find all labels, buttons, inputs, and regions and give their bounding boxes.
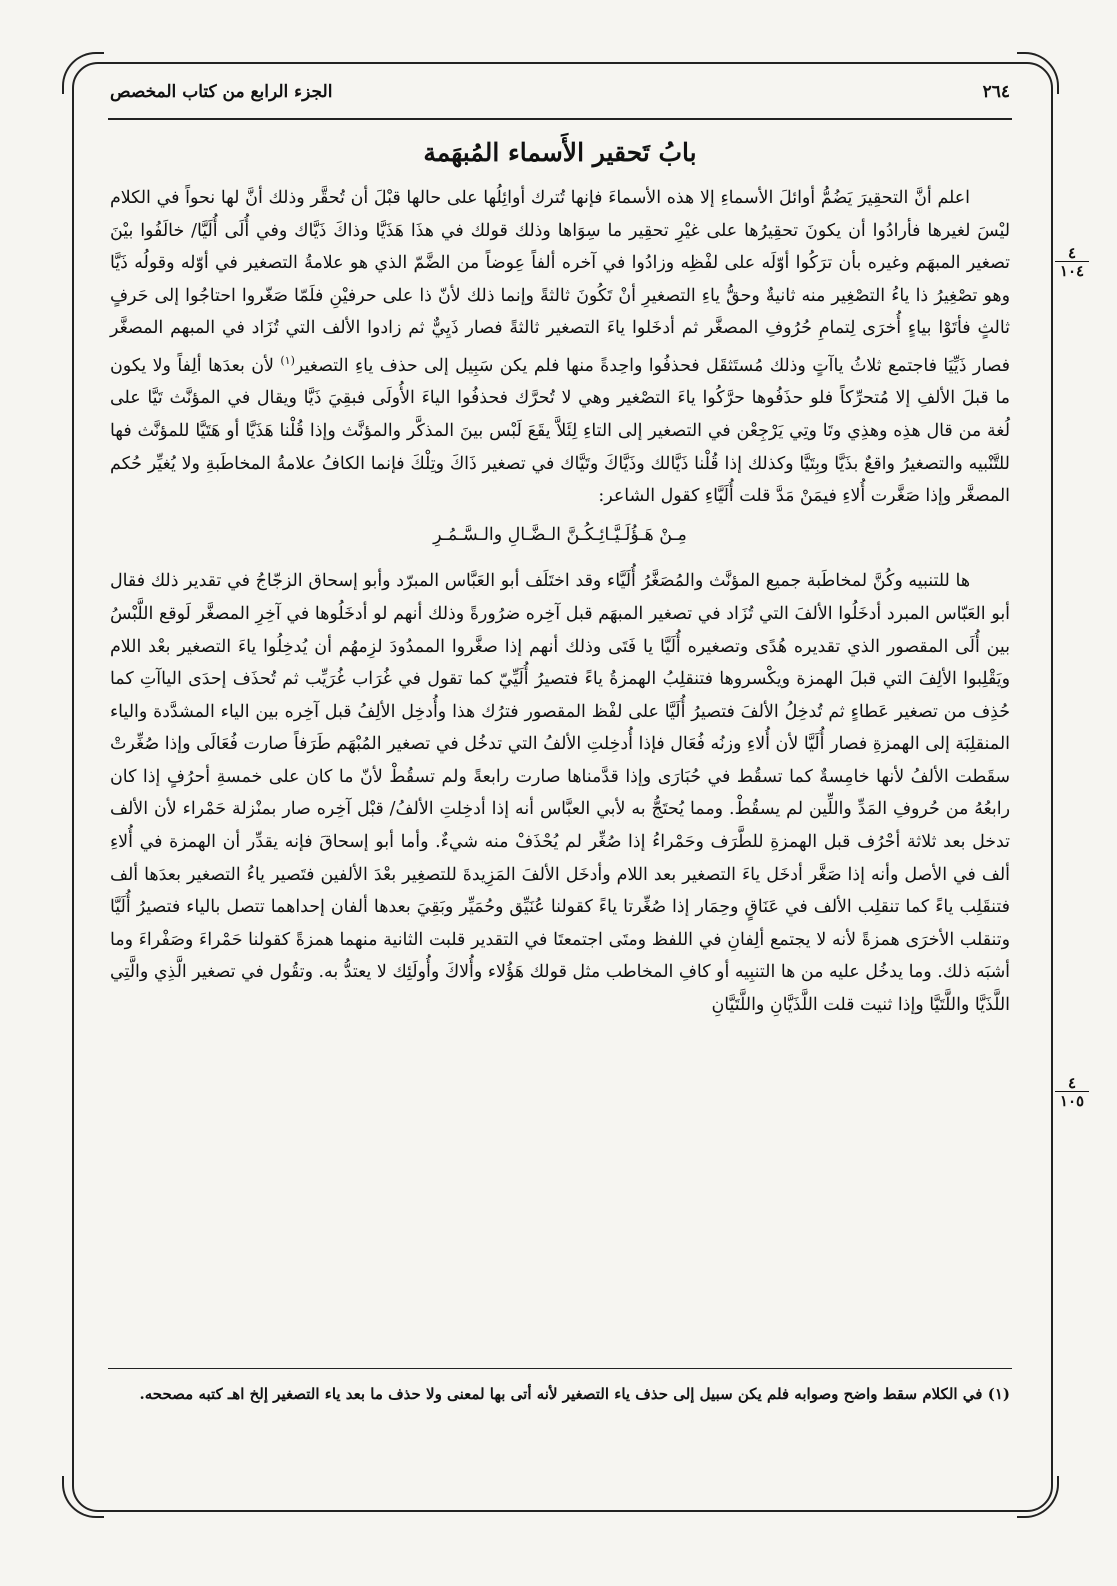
border-ornament-top-right xyxy=(1017,52,1059,94)
paragraph: اعلم أنَّ التحقِيرَ يَضُمُّ أوائلَ الأسماءِ إلا هذه الأسماءَ فإنها تُترك أوائِلُها على حالها قبْلَ أن تُحقَّر وذلك أنَّ لها نحواً في الكلام ليْسَ لغيرها فأرادُوا أن يكونَ تحقِيرُها على غيْرِ تحقِير ما سِوَاها وذلك قولك في هذَا هَذَيَّا وذاكَ ذَيَّاك وفي أُلَى أُلَيَّا/ خالَفُوا بيْنَ تصغير المبهَم وغيره بأن ترَكُوا أوّلَه على لفْظِه وزادُوا في آخره ألفاً عِوضاً من الضَّمّ الذي هو علامةُ التصغير في أوّله وقولُه ذَيَّا وهو تصْغِيرُ ذا ياءُ التصْغِير منه ثانيةٌ وحقُّ ياءِ التصغيرِ أنْ تَكُونَ ثالثةً وإنما ذلك لأنّ ذا على حرفيْنِ فلَمّا صَغّروا احتاجُوا إلى حَرفٍ ثالثٍ فأتَوْا بياءٍ أُخرَى لِتمامِ حُرُوفِ المصغَّر ثم أدخَلوا ياءَ التصغير ثالثةً فصار ذَيِيٌّ ثم زادوا الألف التي تُزَاد في المبهم المصغَّر فصار ذَيِّيَا فاجتمع ثلاثُ ياآتٍ وذلك مُستَثقَل فحذفُوا واحِدةً منها فلم يكن سَبِيل إلى حذف ياءِ التصغير$^{(١)}$ لأن بعدَها ألِفاً ولا يكون ما قبلَ الألفِ إلا مُتحرِّكاً فلو حذَفُوها حرَّكُوا ياءَ التصْغير وهي لا تُحرَّك فحذفُوا الياءَ الأُولَى فبقِيَ ذَيَّا ويقال في المؤنَّث تَيَّا على لُغة من قال هذِه وهذِي وتَا وتِي يَرْجِعْن في التصغير إلى التاءِ لِئَلاَّ يقَعَ لَبْس بينَ المذكَّر والمؤنَّث وإذا قُلْنا هَذَيَّا أو هَتَيَّا للمؤنَّث فها للتَّنْبيه والتصغيرُ واقعٌ بذَيَّا وبِتَيَّا وكذلك إذا قُلْنا ذَيَّالك وذَيَّاكَ وتَيَّاك في تصغير ذَاكَ وتِلْكَ فإنما الكافُ علامةُ المخاطَبةِ ولا يُغيِّر حُكم المصغَّر وإذا صَغَّرت أُلاءِ فيمَنْ مَدَّ قلت أُلَيَّاءِ كقول الشاعر: xyxy=(110,188,1010,507)
running-header xyxy=(110,75,1010,109)
main-text xyxy=(110,182,1010,1022)
border-ornament-bottom-right xyxy=(1017,1476,1059,1518)
footnote-divider xyxy=(108,1368,1012,1369)
book-title: الجزء الرابع من كتاب المخصص xyxy=(110,82,333,102)
verse-line: مِـنْ هَـؤُلَـيَّـائِـكُـنَّ الـضَّـالِ والـسَّـمُـرِ xyxy=(433,524,687,545)
paragraph: ها للتنبيه وكُنَّ لمخاطَبة جميع المؤنَّث والمُصَغَّرُ أُلَيَّاء وقد اختَلَف أبو العَبَّاس المبرّد وأبو إسحاق الزجّاجُ في تقدير ذلك فقال أبو العَبّاس المبرد أدخَلُوا الألفَ التي تُزَاد في تصغير المبهَم قبل آخِره ضرُورةً وذلك أنهم لو أدخَلُوها في آخِرِ المصغَّر لَوقع اللَّبْسُ بين أُلَى المقصور الذي تقديره هُدًى وتصغيره أُلَيَّا يا فَتَى وذلك أنهم إذا صغَّروا الممدُودَ لزِمهُم أن يُدخِلُوا ياءَ التصغير بعْد اللام ويَقْلِبوا الألِفَ التي قبلَ الهمزة ويكْسروها فتنقلِبُ الهمزةُ ياءً فتصيرُ أُلَيِّيّ كما تقول في غُرَاب غُرَيِّب ثم تُحذَف إحدَى الياآتِ كما حُذِف من تصغير عَطاءٍ ثم تُدخِلُ الألفَ فتصيرُ أُلَيَّا على لفْظ المقصور فترُك هذا وأُدخِل الألِفُ قبل آخِره بين الياء المشدَّدة والياء المنقلِبَة إلى الهمزةِ فصار أُلَيَّا لأن أُلاءِ وزنُه فُعَال فإذا أُدخِلتِ الألفُ التي تدخُل في تصغير المُبْهَم طَرَفاً صارت فُعَالَى وإذا صُغِّرتْ سقَطت الألفُ لأنها خامِسةٌ كما تسقُط في حُبَارَى وإذا قدَّمناها صارت رابعةً ولم تسقُطْ لأنّ ما كان على خمسةِ أحرُفٍ إذا كان رابعُهُ من حُروفِ المَدِّ واللِّين لم يسقُطْ. ومما يُحتَجُّ به لأبي العبَّاس أنه إذا أدخِلتِ الألفُ/ قبْل آخِره صار بمنْزلة حَمْراء لأن الألف تدخل بعد ثلاثة أحْرُف قبل الهمزةِ للطَّرَف وحَمْراءُ إذا صُغِّر لم يُحْذَفْ منه شيءٌ. وأما أبو إسحاقَ فإنه يقدِّر أن الهمزة في أُلاءِ ألف في الأصل وأنه إذا صَغَّر أدخَل ياءَ التصغير بعد اللام وأدخَل الألفَ المَزِيدةَ للتصغِير بعْدَ الألفين فتَصير ياءُ التصغير بعدَها ألف فتنقَلِب ياءً كما تنقلِب الألف في عَنَاقٍ وحِمَار إذا صُغِّرتا ياءً كقولنا عُنَيِّق وحُمَيِّر وبَقِيَ بعدها ألفان إحداهما تتصل بالياء فتصيرُ أُلَيَّا وتنقلب الأخرَى همزةً لأنه لا يجتمع ألِفانِ في اللفظ ومتَى اجتمعتَا في التقدير قلبت الثانية منهما همزةً كقولنا حَمْراءَ وصَفْراءَ وما أشبَه ذلك. وما يدخُل عليه من ها التنبِيه أو كافِ المخاطب مثل قولك هَؤُلاء وأُلاكَ وأُولَئِك لا يعتدُّ به. وتقُول في تصغير الَّذِي والَّتِي اللَّذَيَّا واللَّتَيَّا وإذا ثنيت قلت اللَّذَيَّانِ واللَّتَيَّانِ xyxy=(110,571,1010,1016)
footnote xyxy=(110,1380,1010,1408)
footnote-text: في الكلام سقط واضح وصوابه فلم يكن سبيل إلى حذف ياء التصغير لأنه أتى بها لمعنى ولا حذف ما بعد ياء التصغير إلخ اهـ كتبه مصححه. xyxy=(139,1385,983,1403)
header-divider xyxy=(108,118,1012,120)
margin-page-ref: ٤ ١٠٤ xyxy=(1055,246,1089,279)
footnote-marker: (١) xyxy=(987,1385,1010,1403)
border-ornament-bottom-left xyxy=(62,1476,104,1518)
chapter-title: بابُ تَحقير الأَسماء المُبهَمة xyxy=(423,138,697,167)
page-number: ٢٦٤ xyxy=(982,82,1010,102)
border-ornament-top-left xyxy=(62,52,104,94)
margin-page-ref: ٤ ١٠٥ xyxy=(1055,1076,1089,1109)
footnote-reference: (١) xyxy=(280,353,295,367)
